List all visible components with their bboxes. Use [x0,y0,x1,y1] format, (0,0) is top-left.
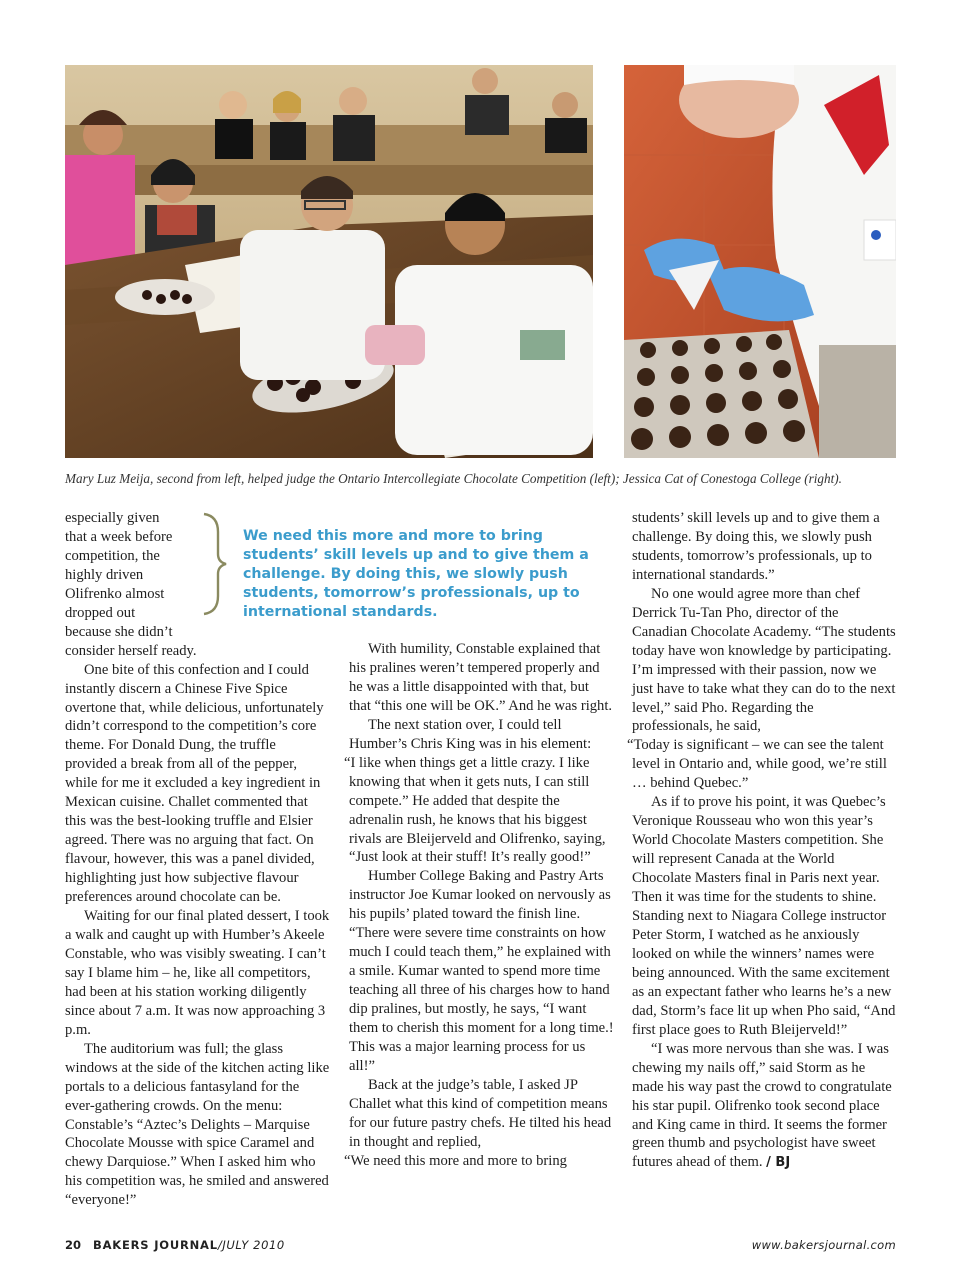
article-column-1 [65,509,330,1210]
paragraph: No one would agree more than chef Derrick Tu-Tan Pho, director of the Canadian Chocolate Academy. “The students today have won knowledge by participating. I’m impressed with their passion, now we just have to take what they can do to the next level,” said Pho. Regarding the professionals, he said, [632,585,896,735]
quote-paragraph: “I like when things get a little crazy. I like knowing that when it gets nuts, I can still compete.” He added that despite the adrenalin rush, he knows that his biggest rivals are Bleijerveld and Olifrenko, saying, “Just look at their stuff! It’s really good!” [344,754,606,866]
judges-photo-illustration [65,65,593,458]
paragraph: With humility, Constable explained that his pralines weren’t tempered properly and he was a little disappointed with that, but that “this one will be OK.” And he was right. [349,641,613,714]
pull-quote: We need this more and more to bring students’ skill levels up and to give them a challenge. By doing this, we slowly push students, tomorrow’s professionals, up to international standards. [243,528,589,621]
paragraph: Waiting for our final plated dessert, I took a walk and caught up with Humber’s Akeele Constable, who was visibly sweating. I can’t say I blame him – he, like all competitors, had been at his station working diligently since about 7 a.m. It was now approaching 3 p.m. [65,908,330,1038]
narrow-line: Olifrenko almost [65,585,165,602]
narrow-line: highly driven [65,566,144,583]
narrow-line: especially given [65,510,160,526]
footer-folio [65,1238,285,1252]
paragraph: One bite of this confection and I could instantly discern a Chinese Five Spice overtone that, while delicious, unfortunately didn’t correspond to the competition’s core theme. For Donald Dung, the truffle provided a break from all of the pepper, while for me it excluded a key ingredient in Mexican cuisine. Challet commented that this was the best-looking truffle and Elsier agreed. There was no arguing that fact. On flavour, however, this was a panel divided, highlighting just how subjective flavour preferences around chocolate can be. [65,661,324,906]
author-signature: / BJ [766,1155,791,1171]
paragraph: Humber College Baking and Pastry Arts instructor Joe Kumar looked on nervously as his pupils’ plated toward the finish line. “There were severe time constraints on how much I could teach them,” he explained with a smile. Kumar wanted to spend more time teaching all three of his charges how to hand dip pralines, but mostly, he says, “I want them to cherish this moment for a long time.! This was a major learning process for us all!” [349,868,614,1074]
paragraph: students’ skill levels up and to give them a challenge. By doing this, we slowly push students, tomorrow’s professionals, up to international standards.” [632,510,880,583]
issue-date: /JULY 2010 [217,1238,285,1252]
paragraph: As if to prove his point, it was Quebec’s Veronique Rousseau who won this year’s World Chocolate Masters competition. She will represent Canada at the World Chocolate Masters final in Paris next year. Then it was time for the students to shine. Standing next to Niagara College instructor Peter Storm, I watched as he anxiously looked on while the winners’ names were being announced. With the same excitement as an expectant father who learns he’s a new dad, Storm’s face lit up when Pho said, “And first place goes to Ruth Bleijerveld!” [632,794,896,1038]
narrow-line: that a week before [65,528,173,545]
photo-judges-tasting [65,65,593,458]
magazine-name: BAKERS JOURNAL [93,1238,218,1252]
piping-photo-illustration [624,65,896,458]
narrow-line: consider herself ready. [65,642,197,659]
paragraph: The next station over, I could tell Humber’s Chris King was in his element: [349,716,592,752]
narrow-line: dropped out [65,604,136,621]
page-number: 20 [65,1238,82,1252]
paragraph: Back at the judge’s table, I asked JP Challet what this kind of competition means for our future pastry chefs. He tilted his head in thought and replied, [349,1076,612,1150]
paragraph-text: “I was more nervous than she was. I was chewing my nails off,” said Storm as he made his way past the crowd to congratulate his star pupil. Olifrenko took second place and King came in third. It seems the former green thumb and psychologist have sweet futures ahead of them. [632,1040,892,1171]
narrow-line: because she didn’t [65,623,173,640]
article-column-3 [627,509,897,1173]
paragraph: The auditorium was full; the glass windows at the side of the kitchen acting like portals to a delicious fantasyland for the ever-gathering crowds. On the menu: Constable’s “Aztec’s Delights – Marquise Chocolate Mousse with spice Caramel and chewy Darquiose.” When I asked him who his competition was, he smiled and answered “everyone!” [65,1040,330,1209]
narrow-line: competition, the [65,547,160,564]
quote-paragraph: “We need this more and more to bring [344,1152,567,1169]
quote-paragraph: “Today is significant – we can see the talent level in Ontario and, while good, we’re still … behind Quebec.” [627,737,887,792]
footer-url: www.bakersjournal.com [751,1238,896,1252]
photo-piping-chocolate [624,65,896,458]
photo-caption: Mary Luz Meija, second from left, helped judge the Ontario Intercollegiate Chocolate Competition (left); Jessica Cat of Conestoga College (right). [65,471,842,486]
paragraph [632,1040,897,1174]
article-column-2 [344,640,614,1171]
